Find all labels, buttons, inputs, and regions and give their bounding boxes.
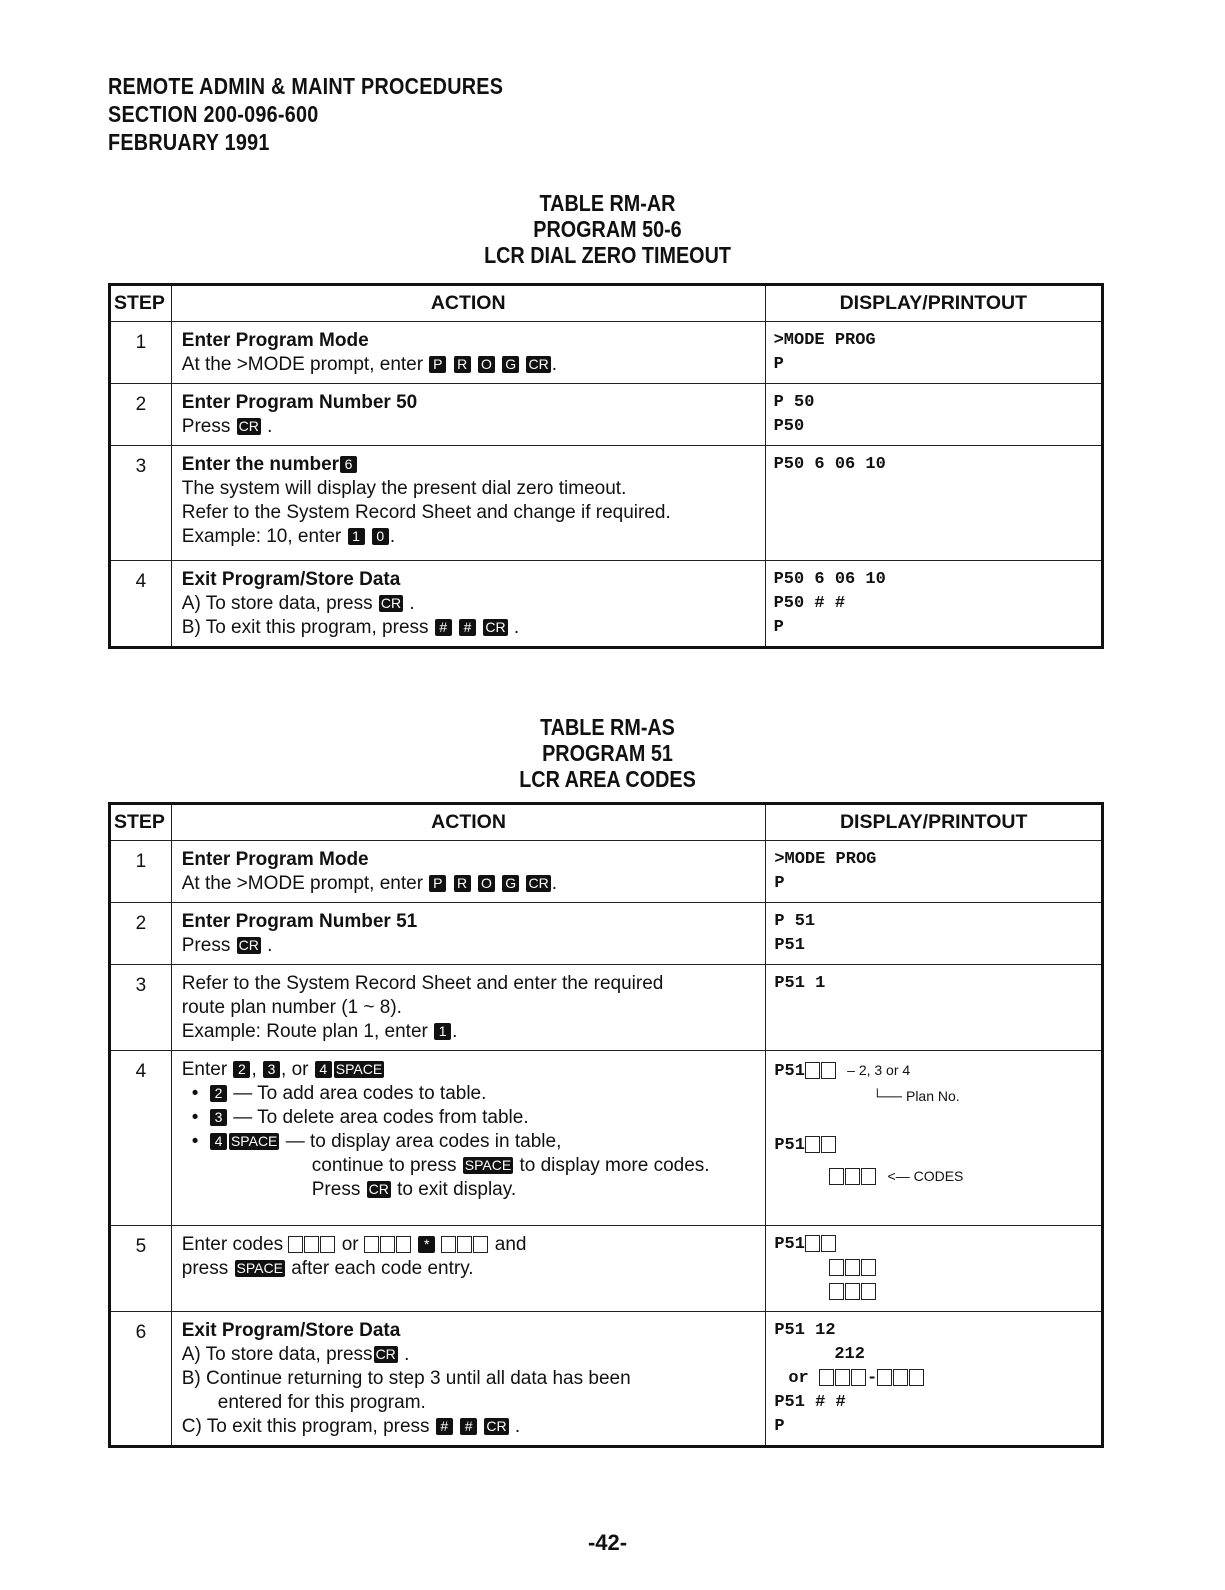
display-line: or - [774, 1367, 1101, 1391]
display-text: or [788, 1369, 809, 1388]
action-heading: Exit Program/Store Data [181, 1320, 401, 1341]
action-text: A) To store data, press [181, 1344, 373, 1365]
display-line: P51 # # [774, 1393, 846, 1412]
action-cell [171, 446, 765, 561]
key-1: 1 [348, 528, 365, 545]
key-o: O [478, 875, 495, 892]
col-step: STEP [110, 804, 172, 841]
display-text: P51 [774, 1062, 805, 1081]
action-line [182, 1154, 766, 1178]
action-text: C) To exit this program, press [181, 1416, 430, 1437]
action-text: to display more codes. [519, 1155, 710, 1176]
table-row [110, 561, 1103, 648]
display-line [774, 1058, 1101, 1084]
header-line-2: SECTION 200-096-600 [108, 101, 319, 127]
col-display: DISPLAY/PRINTOUT [765, 285, 1102, 322]
comma-text: , [251, 1059, 257, 1080]
action-line: route plan number (1 ~ 8). [181, 997, 402, 1018]
key-r: R [454, 875, 471, 892]
col-action: ACTION [171, 285, 765, 322]
key-cr: CR [528, 875, 549, 892]
action-text: Enter [181, 1059, 228, 1080]
action-cell [171, 1226, 766, 1312]
action-line: Example: Route plan 1, enter 1 . [181, 1021, 458, 1042]
display-cell [766, 903, 1103, 965]
table1-title-block [0, 190, 1215, 268]
action-text: press [181, 1258, 229, 1279]
header-line-3: FEBRUARY 1991 [108, 129, 270, 155]
action-line: B) Continue returning to step 3 until all data has been [181, 1368, 631, 1389]
action-line: At the >MODE prompt, enter P R O G CR . [181, 873, 557, 894]
entry-boxes [288, 1233, 336, 1257]
key-3: 3 [210, 1109, 227, 1126]
entry-boxes [805, 1060, 837, 1084]
action-line: Example: 10, enter 1 0 . [181, 526, 396, 547]
key-g: G [502, 356, 519, 373]
action-line: Press CR . [181, 416, 273, 437]
key-hash: # [436, 1418, 453, 1435]
bullet-item: • 2 — To add area codes to table. [191, 1083, 487, 1104]
key-0: 0 [372, 528, 389, 545]
bullet-item: • 3 — To delete area codes from table. [191, 1107, 529, 1128]
display-cell [766, 1226, 1103, 1312]
key-cr: CR [528, 356, 549, 373]
table-row [110, 965, 1103, 1051]
key-p: P [429, 875, 446, 892]
action-text: B) To exit this program, press [181, 617, 429, 638]
and-text: and [494, 1234, 527, 1255]
action-line: A) To store data, press CR . [181, 1344, 410, 1365]
action-text: continue to press [311, 1155, 457, 1176]
step-number: 3 [110, 446, 172, 561]
key-space: SPACE [335, 1061, 383, 1078]
table2-subtitle: LCR AREA CODES [519, 766, 696, 792]
step-number: 4 [110, 1051, 172, 1226]
display-line: 212 [834, 1345, 865, 1364]
action-text: after each code entry. [291, 1258, 474, 1279]
or-text: or [341, 1234, 359, 1255]
display-text: P51 [774, 1136, 805, 1155]
action-heading-text: Enter the number [181, 454, 340, 475]
bullet-text: — To add area codes to table. [233, 1083, 487, 1104]
or-text: , or [281, 1059, 309, 1080]
step-number: 1 [110, 322, 172, 384]
key-2: 2 [210, 1085, 227, 1102]
key-3: 3 [263, 1061, 280, 1078]
display-cell [765, 384, 1102, 446]
entry-boxes [819, 1367, 867, 1391]
display-line [774, 1257, 1101, 1281]
action-line: Refer to the System Record Sheet and enter the required [181, 973, 664, 994]
key-cr: CR [368, 1181, 389, 1198]
document-header [108, 72, 503, 156]
display-line [774, 1233, 1101, 1257]
table2-title: TABLE RM-AS [540, 714, 675, 740]
entry-boxes [829, 1166, 877, 1190]
key-cr: CR [380, 595, 402, 612]
step-number: 6 [110, 1312, 172, 1447]
action-heading: Enter Program Number 51 [181, 911, 418, 932]
key-star: * [418, 1236, 435, 1253]
action-text: Example: Route plan 1, enter [181, 1021, 428, 1042]
key-cr: CR [238, 418, 259, 435]
entry-boxes [877, 1367, 925, 1391]
key-1: 1 [434, 1023, 451, 1040]
display-line: P [774, 874, 785, 893]
action-line: The system will display the present dial zero timeout. [181, 478, 627, 499]
display-line: P51 [774, 936, 805, 955]
display-line [774, 1134, 1101, 1158]
display-cell [766, 965, 1103, 1051]
bullet-item: • 4 SPACE — to display area codes in table, [191, 1131, 562, 1152]
key-4: 4 [315, 1061, 332, 1078]
bullet-text: — To delete area codes from table. [233, 1107, 529, 1128]
action-heading: Enter Program Mode [181, 849, 369, 870]
action-cell [171, 384, 765, 446]
action-line: Press CR . [181, 935, 273, 956]
table1-program: PROGRAM 50-6 [533, 216, 682, 242]
display-cell [765, 561, 1102, 648]
table1-header-row [110, 285, 1103, 322]
display-line: P50 [773, 417, 805, 436]
action-cell [171, 1312, 766, 1447]
entry-boxes [441, 1233, 489, 1257]
action-heading: Enter Program Number 50 [181, 392, 418, 413]
action-line: entered for this program. [217, 1392, 426, 1413]
table-row [110, 446, 1103, 561]
display-line: P [773, 618, 784, 637]
step-number: 2 [110, 903, 172, 965]
codes-label: <— CODES [887, 1168, 964, 1184]
col-step: STEP [110, 285, 172, 322]
step-number: 4 [110, 561, 172, 648]
display-line [774, 1158, 1101, 1190]
step-number: 3 [110, 965, 172, 1051]
table1-subtitle: LCR DIAL ZERO TIMEOUT [484, 242, 731, 268]
display-cell [765, 322, 1102, 384]
display-line: >MODE PROG [773, 331, 876, 350]
table2 [108, 802, 1104, 1448]
display-line: >MODE PROG [774, 850, 877, 869]
action-cell [171, 1051, 766, 1226]
table-row [110, 1312, 1103, 1447]
key-g: G [502, 875, 519, 892]
display-cell [766, 1051, 1103, 1226]
action-cell [171, 841, 766, 903]
action-line: B) To exit this program, press # # CR . [181, 617, 520, 638]
display-line: P50 # # [773, 594, 846, 613]
table2-program: PROGRAM 51 [542, 740, 673, 766]
table2-header-row [110, 804, 1103, 841]
display-line: P 51 [774, 912, 816, 931]
key-cr: CR [238, 937, 259, 954]
action-line: A) To store data, press CR . [181, 593, 415, 614]
action-text: Press [181, 416, 231, 437]
header-line-1: REMOTE ADMIN & MAINT PROCEDURES [108, 73, 504, 99]
display-line: P [774, 1417, 785, 1436]
action-line: C) To exit this program, press # # CR . [181, 1416, 521, 1437]
entry-boxes [829, 1281, 877, 1305]
key-4: 4 [210, 1133, 227, 1150]
display-line: P 50 [773, 393, 815, 412]
table-row [110, 1051, 1103, 1226]
bullet-text: — to display area codes in table, [285, 1131, 562, 1152]
entry-boxes [364, 1233, 412, 1257]
key-cr: CR [485, 619, 506, 636]
action-text: At the >MODE prompt, enter [181, 354, 424, 375]
entry-boxes [805, 1233, 837, 1257]
action-heading [182, 453, 765, 477]
action-line [182, 1233, 766, 1257]
table-row [110, 322, 1103, 384]
display-line: P51 1 [774, 974, 826, 993]
step-number: 5 [110, 1226, 172, 1312]
key-cr: CR [375, 1346, 396, 1363]
table-row [110, 841, 1103, 903]
action-cell [171, 322, 765, 384]
display-text: P51 [774, 1235, 805, 1254]
key-cr: CR [486, 1418, 507, 1435]
action-text: Press [311, 1179, 361, 1200]
action-text: Enter codes [181, 1234, 284, 1255]
action-line [182, 1058, 766, 1082]
action-cell [171, 561, 765, 648]
action-text: Example: 10, enter [181, 526, 342, 547]
display-cell [766, 841, 1103, 903]
action-cell [171, 903, 766, 965]
key-hash: # [459, 619, 476, 636]
action-line: At the >MODE prompt, enter P R O G CR . [181, 354, 557, 375]
key-o: O [478, 356, 495, 373]
action-line: Refer to the System Record Sheet and change if required. [181, 502, 671, 523]
action-line [182, 1257, 766, 1281]
key-hash: # [460, 1418, 477, 1435]
key-6: 6 [340, 456, 357, 473]
table1-title: TABLE RM-AR [539, 190, 676, 216]
display-cell [766, 1312, 1103, 1447]
action-text: to exit display. [397, 1179, 517, 1200]
key-space: SPACE [230, 1133, 278, 1150]
action-heading: Exit Program/Store Data [181, 569, 401, 590]
display-line: P [773, 355, 784, 374]
key-p: P [429, 356, 446, 373]
display-cell [765, 446, 1102, 561]
action-line [182, 1178, 766, 1202]
key-hash: # [435, 619, 452, 636]
step-number: 1 [110, 841, 172, 903]
col-action: ACTION [171, 804, 766, 841]
action-text: A) To store data, press [181, 593, 373, 614]
key-2: 2 [233, 1061, 250, 1078]
table1 [108, 283, 1104, 649]
entry-boxes [829, 1257, 877, 1281]
display-line: P50 6 06 10 [773, 570, 886, 589]
key-r: R [454, 356, 471, 373]
display-line: P50 6 06 10 [773, 455, 886, 474]
action-text: Press [181, 935, 231, 956]
key-space: SPACE [236, 1260, 283, 1277]
display-line: P51 12 [774, 1321, 836, 1340]
action-text: At the >MODE prompt, enter [181, 873, 424, 894]
plan-label: Plan No. [905, 1088, 960, 1104]
entry-boxes [805, 1134, 837, 1158]
step-number: 2 [110, 384, 172, 446]
table-row [110, 384, 1103, 446]
key-space: SPACE [464, 1157, 512, 1174]
table-row [110, 1226, 1103, 1312]
display-line [774, 1281, 1101, 1305]
col-display: DISPLAY/PRINTOUT [766, 804, 1103, 841]
plan-note: – 2, 3 or 4 [847, 1062, 911, 1078]
plan-label: └── [872, 1088, 906, 1104]
action-cell [171, 965, 766, 1051]
action-heading: Enter Program Mode [181, 330, 369, 351]
table2-title-block [0, 714, 1215, 792]
page-number: -42- [587, 1530, 628, 1555]
display-line [774, 1084, 1101, 1110]
table-row [110, 903, 1103, 965]
